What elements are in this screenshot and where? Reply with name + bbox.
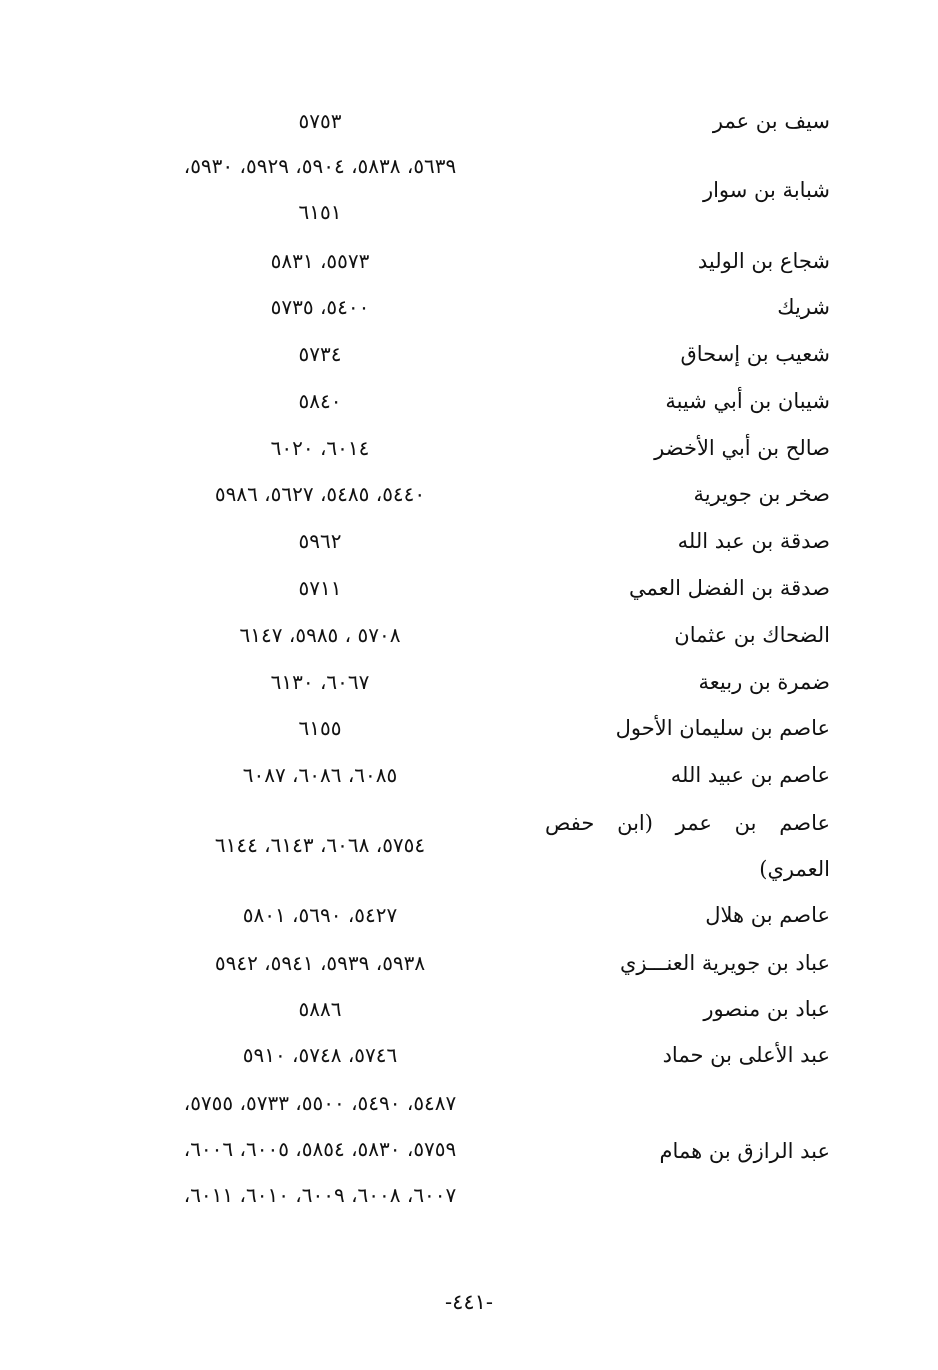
hadith-refs: [100, 284, 540, 330]
ref-line: ٦٠١٤، ٦٠٢٠: [270, 436, 370, 460]
ref-line: ٥٦٣٩، ٥٨٣٨، ٥٩٠٤، ٥٩٢٩، ٥٩٣٠،: [183, 154, 457, 178]
index-entry: [100, 518, 830, 564]
ref-line: ٦٠٦٧، ٦١٣٠: [270, 670, 370, 694]
hadith-refs: [100, 471, 540, 517]
narrator-name: عاصم بن عبيد الله: [670, 763, 830, 787]
index-entry: [100, 940, 830, 986]
narrator-name: شجاع بن الوليد: [697, 249, 830, 273]
narrator-name: صدقة بن عبد الله: [677, 529, 830, 553]
ref-line: ٥٧٥٩، ٥٨٣٠، ٥٨٥٤، ٦٠٠٥، ٦٠٠٦،: [183, 1137, 457, 1161]
hadith-refs: [100, 892, 540, 938]
hadith-refs: [100, 659, 540, 705]
ref-line: ٥٨٤٠: [298, 389, 342, 413]
index-entry: [100, 659, 830, 705]
ref-line: ٥٩٦٢: [298, 529, 342, 553]
ref-line: ٥٩٣٨، ٥٩٣٩، ٥٩٤١، ٥٩٤٢: [214, 951, 426, 975]
index-entry: [100, 1080, 830, 1218]
narrator-name: صخر بن جويرية: [693, 482, 830, 506]
narrator-name: شبابة بن سوار: [702, 178, 830, 202]
ref-line: ٦٠٨٥، ٦٠٨٦، ٦٠٨٧: [242, 763, 398, 787]
hadith-refs: [100, 822, 540, 868]
index-entry: [100, 612, 830, 658]
narrator-name: صدقة بن الفضل العمي: [629, 576, 830, 600]
ref-line: ٦٠٠٧، ٦٠٠٨، ٦٠٠٩، ٦٠١٠، ٦٠١١،: [183, 1183, 457, 1207]
hadith-refs: [100, 98, 540, 144]
index-entry: [100, 565, 830, 611]
page-number: -٤٤١-: [444, 1290, 494, 1314]
ref-line: ٥٤٤٠، ٥٤٨٥، ٥٦٢٧، ٥٩٨٦: [214, 482, 426, 506]
narrator-name: شريك: [777, 295, 830, 319]
narrator-name: عباد بن منصور: [703, 997, 830, 1021]
ref-line: ٥٥٧٣، ٥٨٣١: [270, 249, 370, 273]
narrator-name: شيبان بن أبي شيبة: [665, 389, 830, 413]
narrator-name: عاصم بن هلال: [705, 903, 830, 927]
narrator-name: شعيب بن إسحاق: [680, 342, 830, 366]
hadith-refs: [100, 1032, 540, 1078]
hadith-refs: [100, 518, 540, 564]
ref-line: ٦١٥١: [298, 200, 342, 224]
index-entry: [100, 378, 830, 424]
ref-line: ٥٤٢٧، ٥٦٩٠، ٥٨٠١: [242, 903, 398, 927]
index-entry: [100, 284, 830, 330]
index-entry: [100, 892, 830, 938]
ref-line: ٥٨٨٦: [298, 997, 342, 1021]
narrator-name: صالح بن أبي الأخضر: [654, 436, 830, 460]
hadith-refs: [100, 565, 540, 611]
hadith-refs: [100, 238, 540, 284]
hadith-refs: [100, 425, 540, 471]
ref-line: ٥٤٠٠، ٥٧٣٥: [270, 295, 370, 319]
narrator-name: ضمرة بن ربيعة: [698, 670, 830, 694]
hadith-refs: [100, 752, 540, 798]
ref-line: ٥٧١١: [298, 576, 342, 600]
index-entry: [100, 238, 830, 284]
ref-line: ٥٤٨٧، ٥٤٩٠، ٥٥٠٠، ٥٧٣٣، ٥٧٥٥،: [183, 1091, 457, 1115]
index-entry: [100, 800, 830, 892]
narrator-name: عبد الرازق بن همام: [659, 1139, 830, 1163]
index-entry: [100, 1032, 830, 1078]
hadith-refs: [100, 331, 540, 377]
index-entry: [100, 143, 830, 235]
hadith-refs: [100, 378, 540, 424]
index-entry: [100, 986, 830, 1032]
index-entry: [100, 471, 830, 517]
narrator-name: عباد بن جويرية العنـــزي: [619, 951, 830, 975]
narrator-name: عاصم بن عمر (ابن حفص العمري): [545, 811, 830, 881]
hadith-refs: [100, 705, 540, 751]
narrator-name: الضحاك بن عثمان: [674, 623, 830, 647]
narrator-name: عبد الأعلى بن حماد: [662, 1043, 830, 1067]
index-entry: [100, 331, 830, 377]
index-entry: [100, 752, 830, 798]
hadith-refs: [100, 1080, 540, 1218]
ref-line: ٥٧٤٦، ٥٧٤٨، ٥٩١٠: [242, 1043, 398, 1067]
hadith-refs: [100, 143, 540, 235]
narrator-name: سيف بن عمر: [712, 109, 830, 133]
index-entry: [100, 705, 830, 751]
ref-line: ٦١٥٥: [298, 716, 342, 740]
hadith-refs: [100, 986, 540, 1032]
ref-line: ٥٧٥٤، ٦٠٦٨، ٦١٤٣، ٦١٤٤: [214, 833, 426, 857]
index-entry: [100, 98, 830, 144]
ref-line: ٥٧٥٣: [298, 109, 342, 133]
ref-line: ٥٧٣٤: [298, 342, 342, 366]
index-entry: [100, 425, 830, 471]
hadith-refs: [100, 940, 540, 986]
hadith-refs: [100, 612, 540, 658]
narrator-name: عاصم بن سليمان الأحول: [615, 716, 830, 740]
ref-line: ٥٧٠٨ ، ٥٩٨٥، ٦١٤٧: [239, 623, 401, 647]
